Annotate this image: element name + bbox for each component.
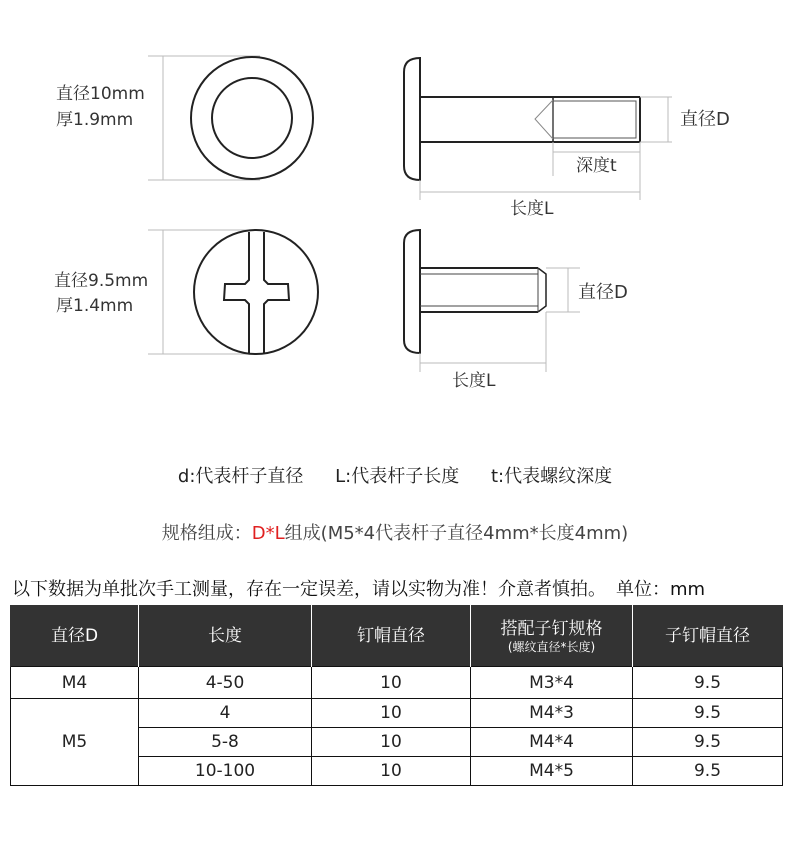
cell-diameter: M5	[11, 699, 139, 786]
screw-diameter-label: 直径9.5mm	[54, 271, 149, 291]
spec-table	[10, 605, 783, 786]
table-row	[11, 667, 783, 699]
washer-diameter-label: 直径10mm	[56, 84, 145, 104]
screw-side-view	[404, 230, 580, 372]
spec-composition	[0, 519, 790, 545]
legend-d: d:代表杆子直径	[177, 466, 304, 487]
screw-thickness-label: 厚1.4mm	[56, 296, 134, 316]
cell-cap: 10	[312, 699, 471, 728]
spec-highlight: D*L	[251, 523, 285, 544]
cell-cap: 10	[312, 757, 471, 786]
cell-length: 4-50	[139, 667, 312, 699]
screw-rod-diameter-label: 直径D	[578, 282, 628, 303]
cell-length: 4	[139, 699, 312, 728]
header-sub-cap-diameter: 子钉帽直径	[633, 605, 783, 667]
cell-length: 5-8	[139, 728, 312, 757]
legend-L: L:代表杆子长度	[335, 466, 460, 487]
cell-sub-cap: 9.5	[633, 699, 783, 728]
cell-cap: 10	[312, 728, 471, 757]
legend-t: t:代表螺纹深度	[490, 466, 613, 487]
cell-sub-cap: 9.5	[633, 667, 783, 699]
cell-sub-cap: 9.5	[633, 728, 783, 757]
unit-label: 单位：mm	[616, 579, 706, 600]
washer-length-label: 长度L	[510, 199, 554, 219]
cell-match: M4*3	[471, 699, 633, 728]
table-row	[11, 699, 783, 728]
cell-diameter: M4	[11, 667, 139, 699]
table-header-row	[11, 605, 783, 667]
header-matching-screw: 搭配子钉规格 (螺纹直径*长度)	[471, 605, 633, 667]
symbol-legend	[0, 462, 790, 488]
washer-thickness-label: 厚1.9mm	[56, 110, 134, 130]
washer-top-view	[148, 56, 313, 180]
header-cap-diameter: 钉帽直径	[312, 605, 471, 667]
spec-suffix: 组成(M5*4代表杆子直径4mm*长度4mm)	[284, 523, 629, 544]
cell-sub-cap: 9.5	[633, 757, 783, 786]
note-text: 以下数据为单批次手工测量，存在一定误差，请以实物为准！介意者慎拍。	[12, 579, 606, 600]
header-length: 长度	[139, 605, 312, 667]
screw-top-view	[148, 230, 318, 354]
cell-length: 10-100	[139, 757, 312, 786]
washer-rod-diameter-label: 直径D	[680, 109, 730, 130]
spec-prefix: 规格组成：	[161, 523, 252, 544]
washer-side-view	[404, 58, 672, 200]
cell-match: M4*4	[471, 728, 633, 757]
header-diameter: 直径D	[11, 605, 139, 667]
cell-match: M4*5	[471, 757, 633, 786]
measurement-note	[12, 575, 705, 601]
cell-cap: 10	[312, 667, 471, 699]
thread-depth-label: 深度t	[576, 156, 617, 176]
screw-length-label: 长度L	[452, 371, 496, 391]
cell-match: M3*4	[471, 667, 633, 699]
